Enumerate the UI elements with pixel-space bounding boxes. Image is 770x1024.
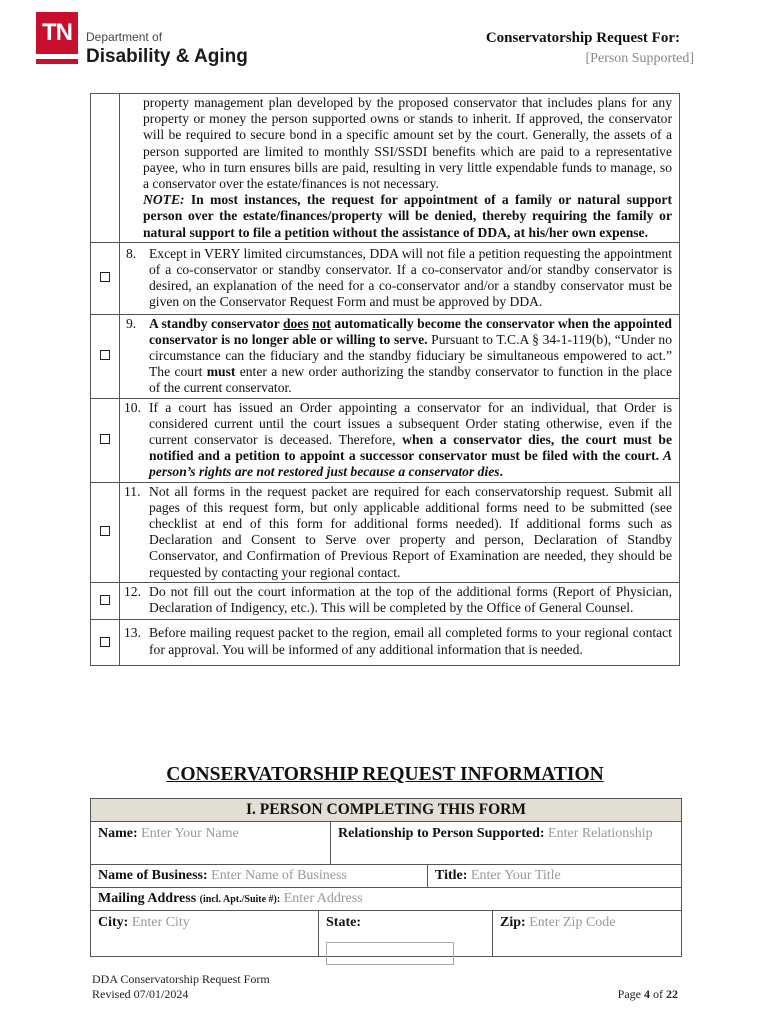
item-11-text: Not all forms in the request packet are required for each conservatorship request. Submit all pages of this request form, but only applicable additional forms need to be submitted (see checklist at end of this form for additional forms needed). If additional forms such as Declaration and Consent to Serve over property and person, Declaration of Standby Conservator, and Confirmation of Previous Report of Examination are needed, they should be requested by contacting your regional contact. [149,483,672,580]
item-number: 12. [124,583,141,599]
name-label: Name: [98,826,138,841]
page-total: 22 [666,987,678,1001]
relationship-field[interactable]: Enter Relationship [548,826,653,841]
checkbox-item-13[interactable] [100,637,110,647]
checkbox-cell-empty [91,94,120,243]
note-label: NOTE: [143,192,185,208]
section-title: CONSERVATORSHIP REQUEST INFORMATION [166,764,604,785]
footer-revised: Revised 07/01/2024 [92,987,189,1001]
item-number: 13. [124,625,141,641]
instruction-row-8 [91,242,680,314]
relationship-cell [330,822,681,864]
city-label: City: [98,915,129,930]
footer-form-name: DDA Conservatorship Request Form [92,972,270,986]
name-field[interactable]: Enter Your Name [141,826,239,841]
address-field[interactable]: Enter Address [283,891,363,906]
item-8-text: Except in VERY limited circumstances, DDA will not file a petition requesting the appointment of a co-conservator or standby conservator. If a co-conservator and/or standby conservator is desired, an explanation of the need for a co-conservator and/or a standby conservator must be given on the Conservator Request Form and must be approved by DDA. [149,245,672,310]
zip-field[interactable]: Enter Zip Code [529,915,616,930]
logo-department: Department of [86,30,163,44]
header-person-supported[interactable]: [Person Supported] [585,51,694,66]
tn-logo-mark: TN [36,12,78,54]
header-title: Conservatorship Request For: [485,30,680,46]
checkbox-item-9[interactable] [100,350,110,360]
title-field[interactable]: Enter Your Title [470,868,561,883]
note-paragraph [143,192,672,241]
instruction-row-12 [91,582,680,619]
page-current: 4 [644,987,650,1001]
instruction-row-continued [91,94,680,243]
form-row-name [91,822,681,865]
instruction-row-11 [91,482,680,582]
checkbox-item-8[interactable] [100,272,110,282]
form-row-city-state-zip [91,911,681,956]
city-field[interactable]: Enter City [131,915,190,930]
item-13-text: Before mailing request packet to the region, email all completed forms to your regional contact for approval. You will be informed of any additional information that is needed. [149,625,672,657]
business-label: Name of Business: [98,868,208,883]
checkbox-item-12[interactable] [100,595,110,605]
state-label: State: [326,915,361,930]
checkbox-item-11[interactable] [100,526,110,536]
address-label: Mailing Address [98,891,197,906]
item-number: 11. [124,483,141,499]
name-cell [91,822,330,864]
instruction-row-9 [91,314,680,398]
logo-underline [36,59,78,64]
form-row-address [91,888,681,911]
address-cell [91,888,681,910]
item-number: 10. [124,399,141,415]
item-9-text: A standby conservator does not automatically become the conservator when the appointed conservator is no longer able or willing to serve. Pursuant to T.C.A § 34-1-119(b), “Under no circumstance can the fiduciary and the standby fiduciary be simultaneous empowered to act.” The court must enter a new order authorizing the standby conservator to function in the place of the current conservator. [149,315,672,396]
title-label: Title: [435,868,468,883]
instruction-row-13 [91,620,680,665]
continued-paragraph: property management plan developed by the proposed conservator that includes plans for any property or money the person supported owns or stands to inherit. If approved, the conservator will be required to secure bond in a specific amount set by the court. Generally, the assets of a person supported are limited to monthly SSI/SSDI benefits which are paid to a representative payee, who in turn ensures bills are paid, resulting in very little expendable funds to manage, so a conservator over the estate/finances is not necessary. [143,95,672,192]
zip-label: Zip: [500,915,526,930]
title-cell [427,865,681,887]
address-note: (incl. Apt./Suite #): [199,894,281,905]
instructions-table [90,93,680,666]
state-cell [318,911,492,956]
item-number: 9. [126,315,137,331]
item-number: 8. [126,245,137,261]
state-select[interactable] [326,942,454,965]
footer-page-number: Page 4 of 22 [617,987,678,1001]
note-text: In most instances, the request for appointment of a family or natural support person over the estate/finances/property will be denied, thereby requiring the family or natural support to file a petition without the assistance of DDA, at his/her own expense. [143,192,672,240]
item-12-text: Do not fill out the court information at the top of the additional forms (Report of Physician, Declaration of Indigency, etc.). This will be completed by the Office of General Counsel. [149,583,672,616]
relationship-label: Relationship to Person Supported: [338,826,545,841]
header-request-for [485,30,694,67]
footer-left [92,972,270,1002]
person-completing-form [90,798,682,957]
business-field[interactable]: Enter Name of Business [211,868,347,883]
form-row-business [91,865,681,888]
logo-agency-name: Disability & Aging [86,46,248,67]
city-cell [91,911,318,956]
checkbox-item-10[interactable] [100,434,110,444]
zip-cell [492,911,681,956]
form-section-heading: I. PERSON COMPLETING THIS FORM [91,799,681,822]
instruction-row-10 [91,398,680,482]
item-10-text: If a court has issued an Order appointing a conservator for an individual, that Order is considered current until the court issues a subsequent Order stating otherwise, even if the current conservator is deceased. Therefore, when a conservator dies, the court must be notified and a petition to appoint a successor conservator must be filed with the court. A person’s rights are not restored just because a conservator dies. [149,399,673,480]
business-cell [91,865,427,887]
